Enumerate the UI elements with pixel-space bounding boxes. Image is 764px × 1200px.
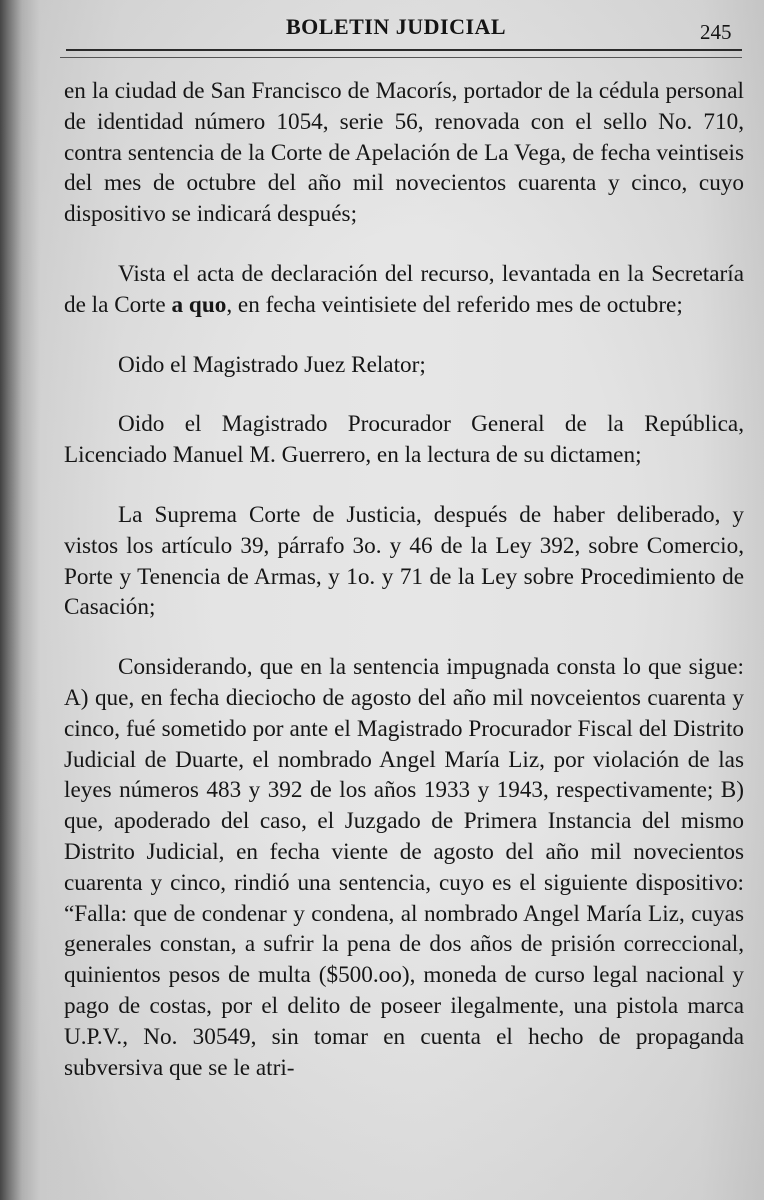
header-rule-thin — [60, 57, 742, 58]
page-number: 245 — [700, 20, 732, 44]
paragraph-vista-acta — [64, 259, 744, 321]
paragraph-oido-procurador: Oido el Magistrado Procurador General de la República, Licenciado Manuel M. Guerrero, en la lectura de su dictamen; — [64, 411, 744, 469]
paragraph-text: Vista el acta de declaración del recurso, levantada en la Secretaría de la Corte — [64, 260, 744, 318]
paragraph-oido-relator: Oido el Magistrado Juez Relator; — [118, 351, 426, 378]
page-header — [0, 0, 764, 64]
paragraph-emphasis: a quo — [171, 291, 227, 318]
running-head: BOLETIN JUDICIAL — [286, 14, 507, 39]
paragraph-continuation: en la ciudad de San Francisco de Macorís, portador de la cédula personal de identidad número 1054, serie 56, renovada con el sello No. 710, contra sentencia de la Corte de Apelación de La Vega, de fecha veintiseis del mes de octubre del año mil novecientos cuarenta y cinco, cuyo dispositivo se indicará después; — [64, 78, 744, 228]
header-rule — [66, 49, 742, 51]
paragraph-considerando: Considerando, que en la sentencia impugnada consta lo que sigue: A) que, en fecha dieciocho de agosto del año mil novceientos cuarenta y cinco, fué sometido por ante el Magistrado Procurador Fiscal del Distrito Judicial de Duarte, el nombrado Angel María Liz, por violación de las leyes números 483 y 392 de los años 1933 y 1943, respectivamente; B) que, apoderado del caso, el Juzgado de Primera Instancia del mismo Distrito Judicial, en fecha viente de agosto del año mil novecientos cuarenta y cinco, rindió una sentencia, cuyo es el siguiente dispositivo: “Falla: que de condenar y condena, al nombrado Angel María Liz, cuyas generales constan, a sufrir la pena de dos años de prisión correccional, quinientos pesos de multa ($500.oo), moneda de curso legal nacional y pago de costas, por el delito de poseer ilegalmente, una pistola marca U.P.V., No. 30549, sin tomar en cuenta el hecho de propaganda subversiva que se le atri- — [64, 654, 744, 1081]
page-body — [64, 76, 744, 1083]
paragraph-text: , en fecha veintisiete del referido mes de octubre; — [226, 291, 683, 318]
paragraph-suprema-corte: La Suprema Corte de Justicia, después de haber deliberado, y vistos los artículo 39, párrafo 3o. y 46 de la Ley 392, sobre Comercio, Porte y Tenencia de Armas, y 1o. y 71 de la Ley sobre Procedimiento de Casación; — [64, 501, 744, 621]
